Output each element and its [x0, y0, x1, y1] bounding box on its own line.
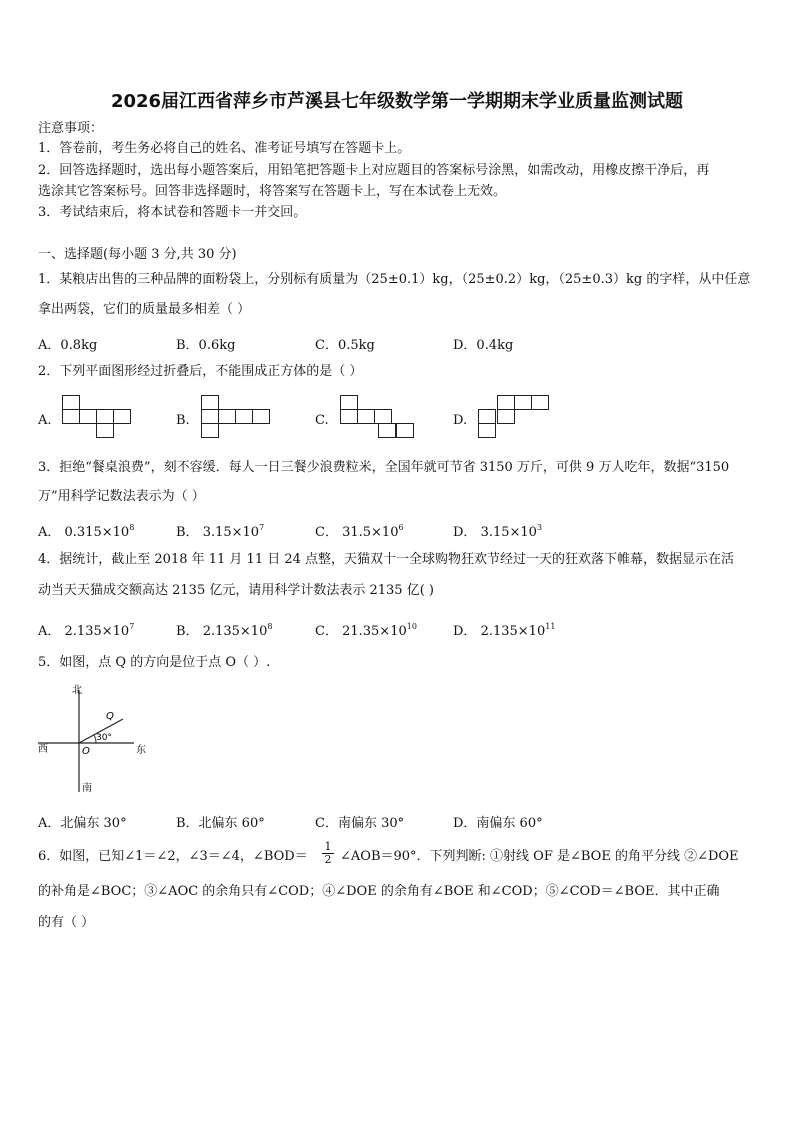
question-3-option-c [315, 521, 404, 540]
net-square [201, 395, 219, 410]
option-base: 0.315×10 [64, 525, 130, 540]
option-exponent: 10 [406, 622, 417, 631]
option-base: 21.35×10 [342, 624, 407, 639]
option-label: B． [176, 525, 199, 540]
question-6-stem: 的补角是∠BOC；③∠AOC 的余角只有∠COD；④∠DOE 的余角有∠BOE 和∠COD；⑤∠COD＝∠BOE．其中正确 [38, 884, 720, 899]
net-square [478, 423, 496, 438]
question-2-option-a-label: A. [38, 413, 52, 428]
option-label: D． [453, 525, 477, 540]
question-4-option-c [315, 620, 417, 639]
compass-figure [34, 682, 164, 797]
question-5-option-d: D．南偏东 60° [453, 816, 543, 831]
west-label: 西 [38, 744, 48, 755]
net-square [252, 409, 270, 424]
question-5-stem: 5．如图，点 Q 的方向是位于点 O（ ）. [38, 655, 271, 670]
option-base: 2.135×10 [202, 624, 268, 639]
net-square [201, 423, 219, 438]
net-square [201, 409, 219, 424]
option-label: A． [38, 624, 61, 639]
net-square [218, 409, 236, 424]
net-square [396, 423, 414, 438]
section-heading: 一、选择题(每小题 3 分,共 30 分) [38, 247, 237, 262]
net-square [235, 409, 253, 424]
net-square [531, 395, 549, 410]
net-square [96, 423, 114, 438]
option-label: A． [38, 525, 61, 540]
fraction-denominator: 2 [324, 853, 332, 866]
net-square [374, 409, 392, 424]
question-1-option-a: A．0.8kg [38, 338, 98, 353]
net-square [113, 409, 131, 424]
question-1-option-d: D．0.4kg [453, 338, 514, 353]
south-label: 南 [82, 783, 92, 794]
question-3-option-d [453, 521, 542, 540]
option-exponent: 7 [129, 622, 135, 631]
question-4-option-d [453, 620, 555, 639]
option-label: D． [453, 624, 477, 639]
net-square [96, 409, 114, 424]
point-label: Q [106, 711, 114, 722]
net-square [497, 409, 515, 424]
cube-net-a [62, 395, 137, 445]
question-4-stem: 4．据统计，截止至 2018 年 11 月 11 日 24 点整，天猫双十一全球购物狂欢节经过一天的狂欢落下帷幕，数据显示在活 [38, 552, 735, 567]
net-square [340, 395, 358, 410]
question-2-option-c-label: C. [315, 413, 329, 428]
question-4-option-b [176, 620, 272, 639]
net-square [62, 409, 80, 424]
question-5-option-a: A．北偏东 30° [38, 816, 127, 831]
question-2-option-d-label: D. [453, 413, 468, 428]
net-square [478, 409, 496, 424]
option-exponent: 6 [398, 523, 404, 532]
net-square [378, 423, 396, 438]
option-base: 31.5×10 [342, 525, 399, 540]
net-square [62, 395, 80, 410]
option-label: B． [176, 624, 199, 639]
fraction-numerator: 1 [322, 841, 334, 854]
cube-net-c [340, 395, 420, 445]
angle-label: 30° [96, 733, 112, 743]
question-3-option-b [176, 521, 264, 540]
option-exponent: 7 [259, 523, 265, 532]
north-label: 北 [72, 685, 82, 696]
notes-heading: 注意事项： [38, 121, 104, 136]
question-1-stem: 拿出两袋，它们的质量最多相差（ ） [38, 302, 251, 317]
question-5-option-c: C．南偏东 30° [315, 816, 405, 831]
east-label: 东 [136, 745, 146, 756]
question-5-option-b: B．北偏东 60° [176, 816, 265, 831]
page-title: 2026届江西省萍乡市芦溪县七年级数学第一学期期末学业质量监测试题 [110, 91, 684, 112]
question-4-stem: 动当天天猫成交额高达 2135 亿元，请用科学计数法表示 2135 亿( ) [38, 583, 434, 598]
cube-net-b [201, 395, 276, 445]
notes-line: 1．答卷前，考生务必将自己的姓名、准考证号填写在答题卡上。 [38, 141, 411, 156]
net-square [497, 395, 515, 410]
option-exponent: 8 [129, 523, 135, 532]
question-2-option-b-label: B. [176, 413, 190, 428]
question-2-stem: 2．下列平面图形经过折叠后，不能围成正方体的是（ ） [38, 364, 363, 379]
option-exponent: 11 [545, 622, 556, 631]
net-square [357, 409, 375, 424]
option-base: 2.135×10 [480, 624, 546, 639]
cube-net-d [478, 395, 558, 445]
notes-line: 2．回答选择题时，选出每小题答案后，用铅笔把答题卡上对应题目的答案标号涂黑，如需改动，用橡皮擦干净后，再 [38, 163, 710, 178]
option-exponent: 3 [536, 523, 543, 532]
notes-line: 3．考试结束后，将本试卷和答题卡一并交回。 [38, 205, 307, 220]
question-3-option-a [38, 521, 134, 540]
question-6-stem-part2: ∠AOB＝90°．下列判断: ①射线 OF 是∠BOE 的角平分线 ②∠DOE [340, 849, 739, 864]
option-exponent: 8 [267, 622, 273, 631]
net-square [340, 409, 358, 424]
notes-line: 选涂其它答案标号。回答非选择题时，将答案写在答题卡上，写在本试卷上无效。 [38, 184, 507, 199]
question-1-stem: 1．某粮店出售的三种品牌的面粉袋上，分别标有质量为（25±0.1）kg，（25±0.2）kg，（25±0.3）kg 的字样，从中任意 [38, 272, 751, 287]
option-label: C． [315, 624, 338, 639]
option-base: 3.15×10 [480, 525, 537, 540]
question-3-stem: 万”用科学记数法表示为（ ） [38, 489, 205, 504]
option-base: 2.135×10 [64, 624, 130, 639]
question-1-option-b: B．0.6kg [176, 338, 236, 353]
option-base: 3.15×10 [202, 525, 260, 540]
option-label: C． [315, 525, 338, 540]
question-4-option-a [38, 620, 134, 639]
question-6-stem-part1: 6．如图，已知∠1＝∠2，∠3＝∠4，∠BOD＝ [38, 849, 308, 864]
question-1-option-c: C．0.5kg [315, 338, 375, 353]
fraction [322, 841, 334, 866]
question-6-stem: 的有（ ） [38, 915, 95, 930]
net-square [79, 409, 97, 424]
question-3-stem: 3．拒绝“餐桌浪费”，刻不容缓．每人一日三餐少浪费粒米，全国年就可节省 3150 万斤，可供 9 万人吃年，数据“3150 [38, 460, 730, 475]
origin-label: O [82, 746, 90, 757]
net-square [514, 395, 532, 410]
